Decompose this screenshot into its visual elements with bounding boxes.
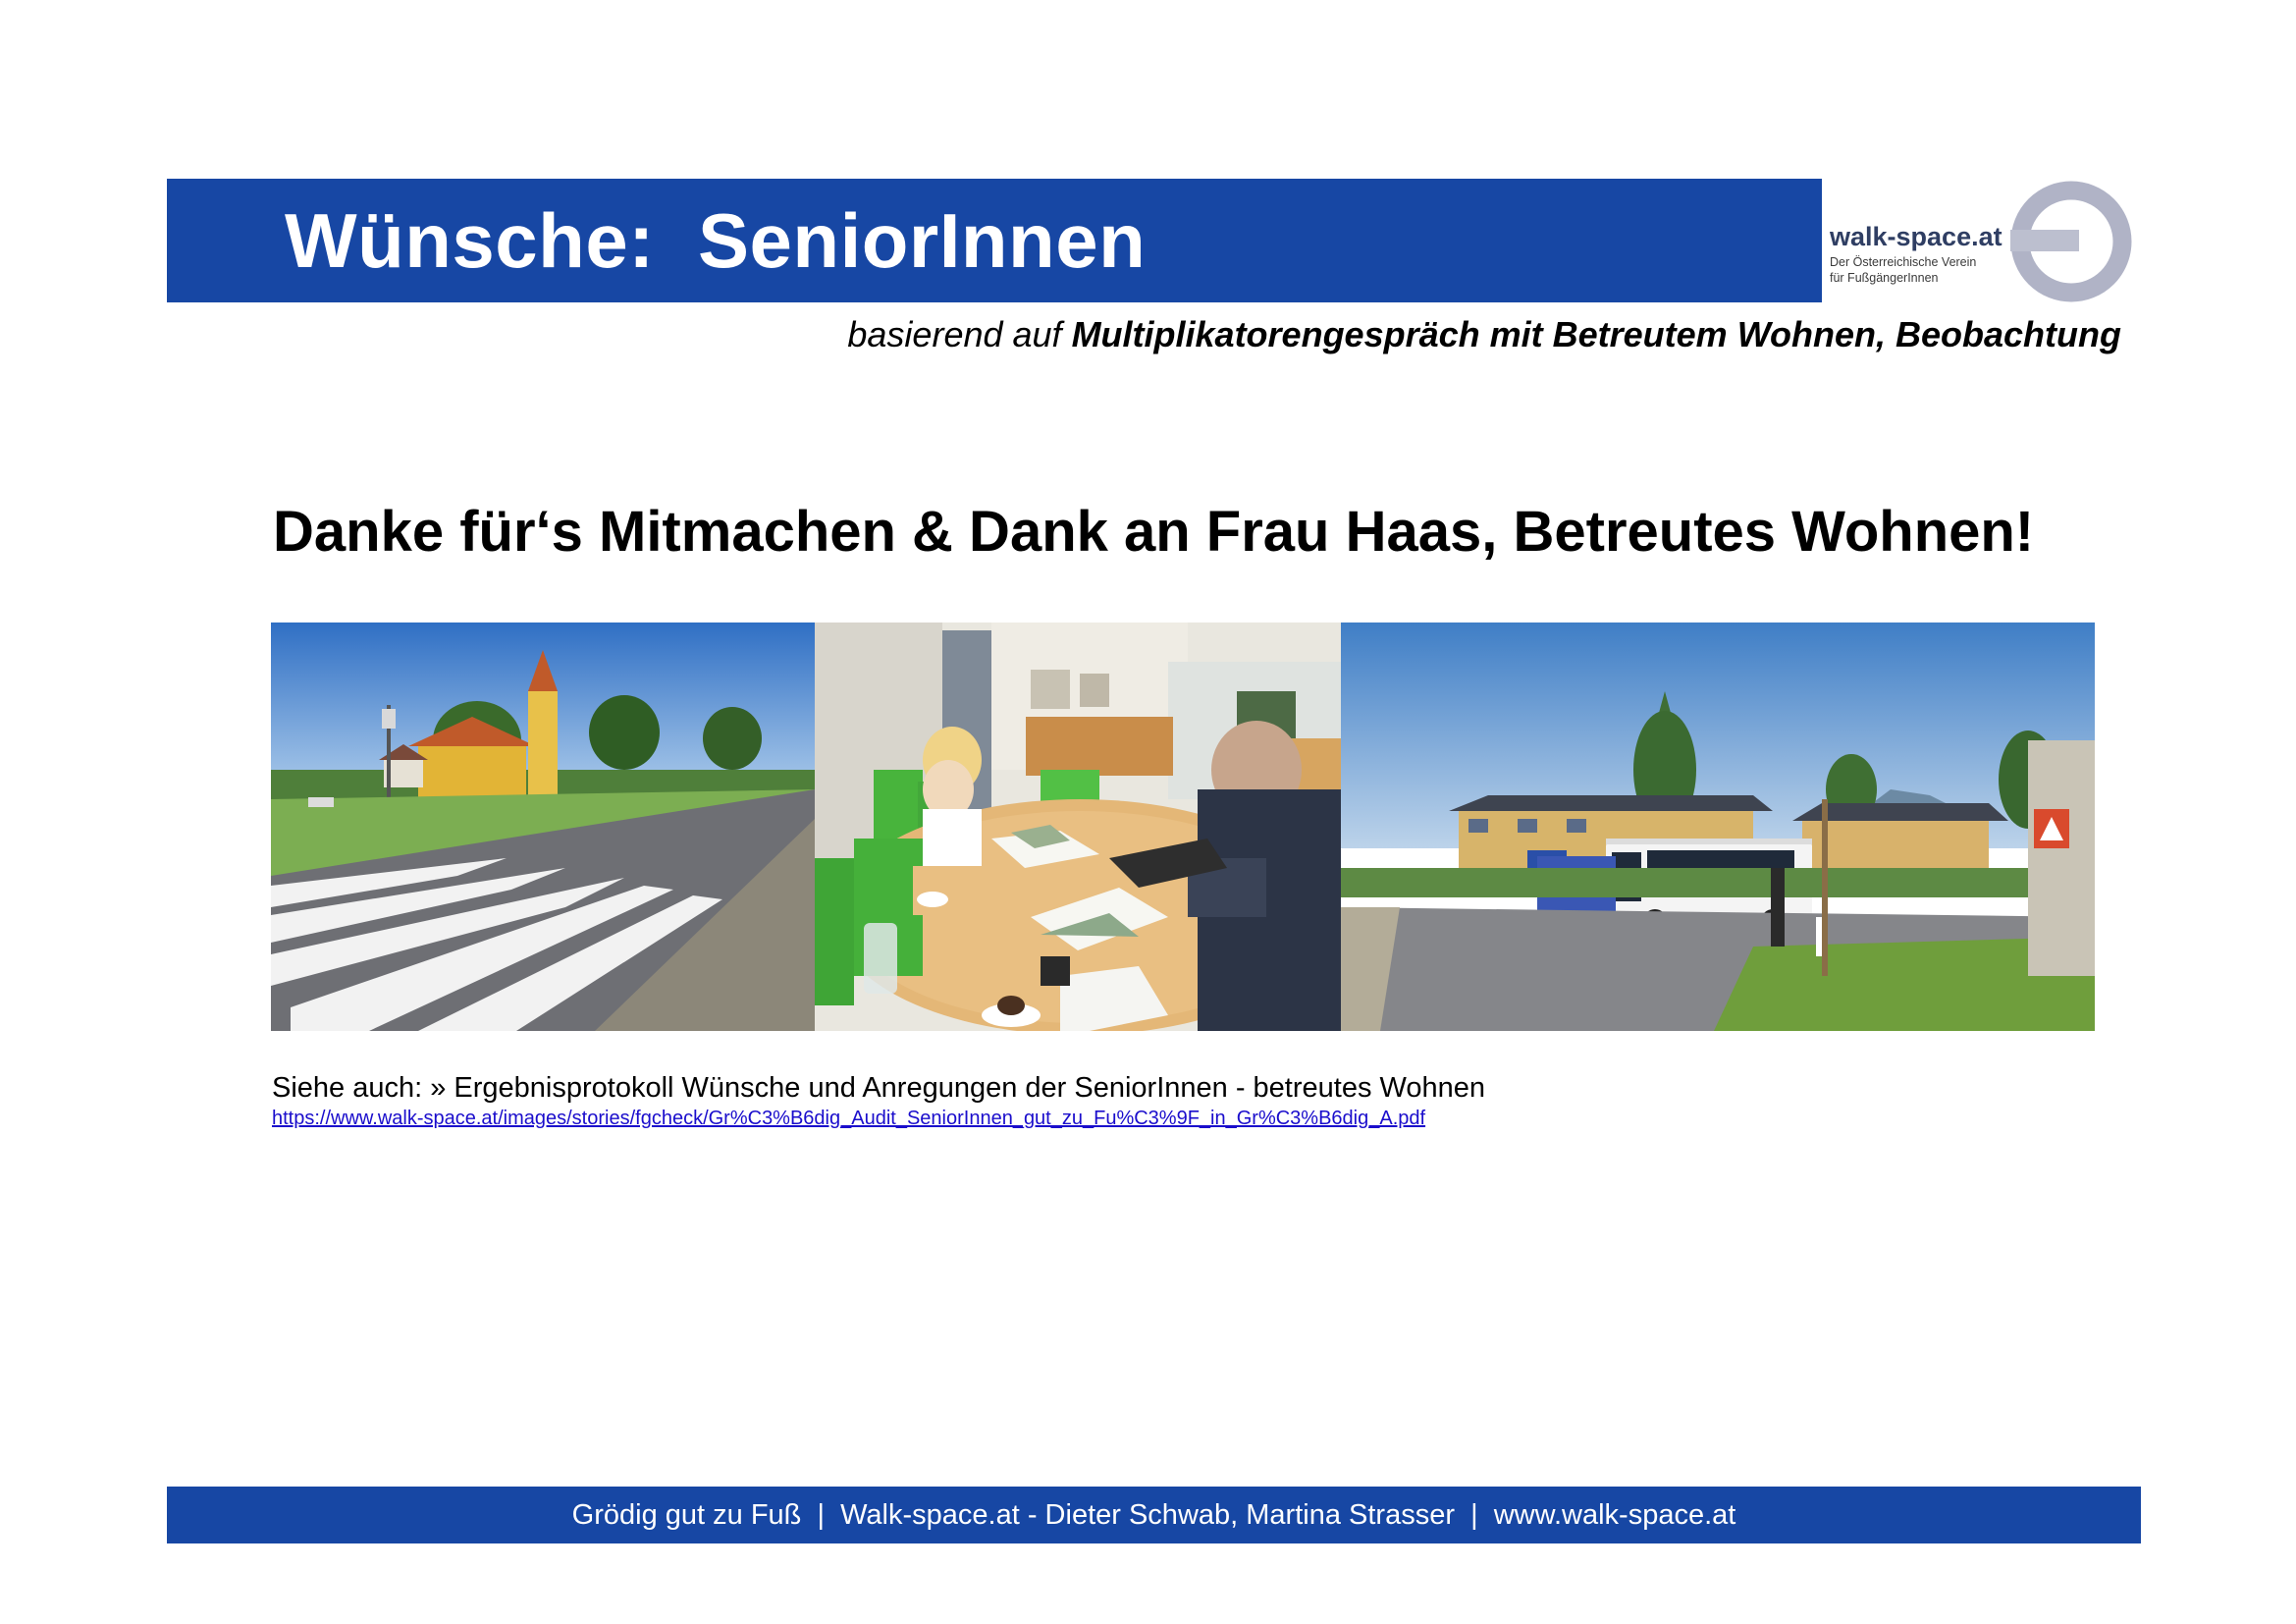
crosswalk-street-photo: [271, 623, 815, 1031]
logo-tagline-2: für FußgängerInnen: [1830, 271, 1939, 285]
title-bar: [167, 179, 1822, 302]
logo-name: walk-space.at: [1830, 222, 2002, 251]
subtitle-bold: Multiplikatorengespräch mit Betreutem Wohnen, Beobachtung: [1071, 314, 2121, 354]
meeting-table-photo: [815, 623, 1341, 1031]
page-title: Wünsche: SeniorInnen: [285, 197, 1147, 284]
photo-strip: [271, 623, 2095, 1031]
walk-space-logo: [1824, 179, 2138, 306]
subtitle-prefix: basierend auf: [847, 314, 1072, 354]
logo-tagline-1: Der Österreichische Verein: [1830, 255, 1977, 269]
bus-street-photo: [1341, 623, 2095, 1031]
reference-link[interactable]: https://www.walk-space.at/images/stories/fgcheck/Gr%C3%B6dig_Audit_SeniorInnen_gut_zu_Fu%C3%9F_in_Gr%C3%B6dig_A.pdf: [272, 1108, 1426, 1129]
footer-bar: [167, 1487, 2141, 1543]
logo-ring-icon: [2010, 179, 2138, 306]
reference-text: Siehe auch: » Ergebnisprotokoll Wünsche und Anregungen der SeniorInnen - betreutes Wohnen: [272, 1072, 1486, 1104]
headline: Danke für‘s Mitmachen & Dank an Frau Haas, Betreutes Wohnen!: [273, 500, 2035, 564]
footer-text: Grödig gut zu Fuß | Walk-space.at - Dieter Schwab, Martina Strasser | www.walk-space.at: [571, 1498, 1736, 1531]
subtitle: [847, 314, 2121, 355]
